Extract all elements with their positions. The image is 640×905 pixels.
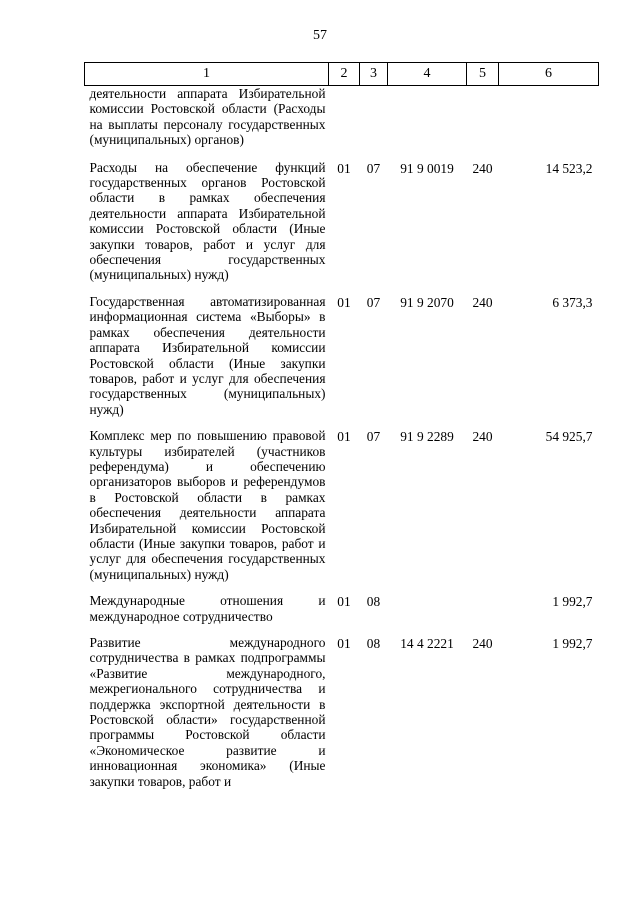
table-row bbox=[85, 86, 599, 160]
row-target-article bbox=[388, 593, 467, 635]
table-header bbox=[85, 63, 599, 86]
table-row bbox=[85, 635, 599, 800]
row-section: 01 bbox=[337, 294, 351, 310]
row-amount: 14 523,2 bbox=[545, 160, 593, 176]
row-name: Комплекс мер по повышению правовой культуры избирателей (участников референдума) и обеспечению организаторов выборов и референдумов в Ростовской области в рамках обеспечения деятельности аппарата Избирательной комиссии Ростовской области (Иные закупки товаров, работ и услуг для обеспечения государственных (муниципальных) нужд) bbox=[89, 428, 326, 582]
row-section: 01 bbox=[337, 429, 351, 445]
row-expense-type: 240 bbox=[472, 429, 493, 445]
column-header-amount: 6 bbox=[499, 63, 599, 86]
column-header-section: 2 bbox=[329, 63, 360, 86]
row-name: Развитие международного сотрудничества в рамках подпрограммы «Развитие международного, межрегионального сотрудничества и поддержка экспортной деятельности в Ростовской области» государственной программы Ростовской области «Экономическое развитие и инновационная экономика» (Иные закупки товаров, работ и bbox=[89, 635, 326, 789]
row-subsection: 07 bbox=[366, 294, 381, 310]
row-amount: 6 373,3 bbox=[552, 294, 593, 310]
page-number: 57 bbox=[313, 28, 327, 43]
table-row bbox=[85, 294, 599, 428]
row-target-article: 14 4 2221 bbox=[400, 636, 454, 651]
row-section: 01 bbox=[337, 594, 351, 610]
row-section: 01 bbox=[337, 160, 351, 176]
row-name: Международные отношения и международное сотрудничество bbox=[89, 593, 326, 624]
row-subsection: 07 bbox=[366, 429, 381, 445]
row-amount: 1 992,7 bbox=[552, 636, 593, 651]
row-expense-type bbox=[467, 86, 499, 160]
row-subsection bbox=[360, 86, 388, 160]
row-amount: 54 925,7 bbox=[545, 429, 593, 445]
table-row bbox=[85, 593, 599, 635]
row-expense-type: 240 bbox=[472, 160, 493, 176]
row-subsection: 07 bbox=[366, 160, 381, 176]
row-expense-type: 240 bbox=[472, 636, 493, 651]
row-target-article bbox=[388, 86, 467, 160]
row-expense-type: 240 bbox=[472, 294, 493, 310]
column-header-expense-type: 5 bbox=[467, 63, 499, 86]
table-row bbox=[85, 428, 599, 593]
row-section bbox=[329, 86, 360, 160]
row-amount: 1 992,7 bbox=[552, 594, 593, 610]
table-row bbox=[85, 160, 599, 294]
row-target-article: 91 9 2070 bbox=[400, 294, 454, 310]
column-header-subsection: 3 bbox=[360, 63, 388, 86]
column-header-target-article: 4 bbox=[388, 63, 467, 86]
row-subsection: 08 bbox=[366, 594, 381, 610]
row-expense-type bbox=[467, 593, 499, 635]
row-target-article: 91 9 2289 bbox=[400, 429, 454, 445]
column-header-name: 1 bbox=[85, 63, 329, 86]
budget-table bbox=[84, 62, 599, 800]
row-name: деятельности аппарата Избирательной комиссии Ростовской области (Расходы на выплаты персоналу государственных (муниципальных) органов) bbox=[89, 86, 326, 148]
row-amount bbox=[499, 86, 599, 160]
row-section: 01 bbox=[337, 636, 351, 651]
row-target-article: 91 9 0019 bbox=[400, 160, 454, 176]
row-subsection: 08 bbox=[366, 636, 381, 651]
row-name: Расходы на обеспечение функций государственных органов Ростовской области в рамках обеспечения деятельности аппарата Избирательной комиссии Ростовской области (Иные закупки товаров, работ и услуг для обеспечения государственных (муниципальных) нужд) bbox=[89, 159, 326, 283]
row-name: Государственная автоматизированная информационная система «Выборы» в рамках обеспечения деятельности аппарата Избирательной комиссии Ростовской области (Иные закупки товаров, работ и услуг для обеспечения государственных (муниципальных) нужд) bbox=[89, 293, 326, 417]
